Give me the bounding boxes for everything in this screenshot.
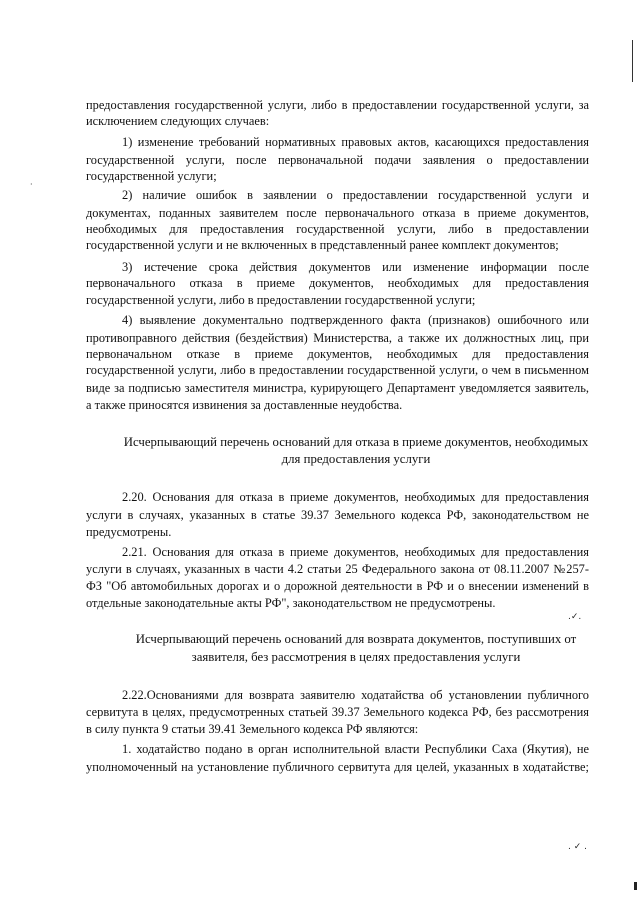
text-line: услуги в случаях, указанных в статье 39.37 Земельного кодекса РФ, законодательством не [86, 508, 589, 522]
text-line: государственной услуги, либо в предоставлении государственной услуги; [86, 293, 476, 307]
text-line: отдельные законодательные акты РФ", законодательством не предусмотрены. [86, 596, 496, 610]
section-heading: заявителя, без рассмотрения в целях предоставления услуги [191, 650, 521, 664]
text-line: 2) наличие ошибок в заявлении о предоставлении государственной услуги и [122, 188, 589, 202]
text-line: государственной услуги и не включенных в представленный ранее комплект документов; [86, 238, 559, 252]
text-line: 2.21. Основания для отказа в приеме документов, необходимых для предоставления [122, 545, 589, 559]
text-line: необходимых для предоставления государственной услуги, либо в предоставлении [86, 222, 589, 236]
text-line: 4) выявление документально подтвержденного факта (признаков) ошибочного или [122, 313, 589, 327]
scan-mark: . ✓ . [568, 842, 587, 852]
text-line: документах, поданных заявителем после первоначального отказа в приеме документов, [86, 206, 589, 220]
text-line: 1) изменение требований нормативных правовых актов, касающихся предоставления [122, 135, 589, 149]
text-line: государственной услуги; [86, 169, 217, 183]
scan-edge-line [632, 40, 633, 82]
section-heading: для предоставления услуги [281, 452, 431, 466]
text-line: услуги в случаях, указанных в части 4.2 статьи 25 Федерального закона от 08.11.2007 №257- [86, 562, 589, 576]
text-line: первоначального отказа в приеме документов, необходимых для предоставления [86, 276, 589, 290]
text-line: государственной услуги, после первоначальной подачи заявления о предоставлении [86, 153, 589, 167]
text-line: ФЗ "Об автомобильных дорогах и о дорожной деятельности в РФ и о внесении изменений в [86, 579, 589, 593]
text-line: 2.22.Основаниями для возврата заявителю ходатайства об установлении публичного [122, 688, 589, 702]
text-line: предусмотрены. [86, 525, 172, 539]
text-line: а также приносятся извинения за доставленные неудобства. [86, 398, 403, 412]
text-line: первоначальном отказе в приеме документов, необходимых для предоставления [86, 347, 589, 361]
text-line: в силу пункта 9 статьи 39.41 Земельного кодекса РФ являются: [86, 722, 419, 736]
text-line: 1. ходатайство подано в орган исполнительной власти Республики Саха (Якутия), не [122, 742, 589, 756]
text-line: предоставления государственной услуги, либо в предоставлении государственной услуги, за [86, 98, 589, 112]
section-heading: Исчерпывающий перечень оснований для возврата документов, поступивших от [135, 632, 577, 646]
text-line: 2.20. Основания для отказа в приеме документов, необходимых для предоставления [122, 490, 589, 504]
text-line: уполномоченный на установление публичного сервитута для целей, указанных в ходатайстве; [86, 760, 589, 774]
text-line: сервитута в целях, предусмотренных статьей 39.37 Земельного кодекса РФ, без рассмотрения [86, 705, 589, 719]
scan-dot: · [30, 180, 33, 189]
scan-mark: .✓. [568, 612, 582, 622]
text-line: противоправного действия (бездействия) Министерства, а также их должностных лиц, при [86, 331, 589, 345]
scan-edge-mark [634, 882, 637, 890]
text-line: исключением следующих случаев: [86, 114, 270, 128]
text-line: государственной услуги, либо в предоставлении государственной услуги, о чем в письменном [86, 363, 589, 377]
text-line: 3) истечение срока действия документов или изменение информации после [122, 260, 589, 274]
text-line: виде за подписью заместителя министра, курирующего Департамент уведомляется заявитель, [86, 381, 589, 395]
section-heading: Исчерпывающий перечень оснований для отказа в приеме документов, необходимых [123, 435, 589, 449]
